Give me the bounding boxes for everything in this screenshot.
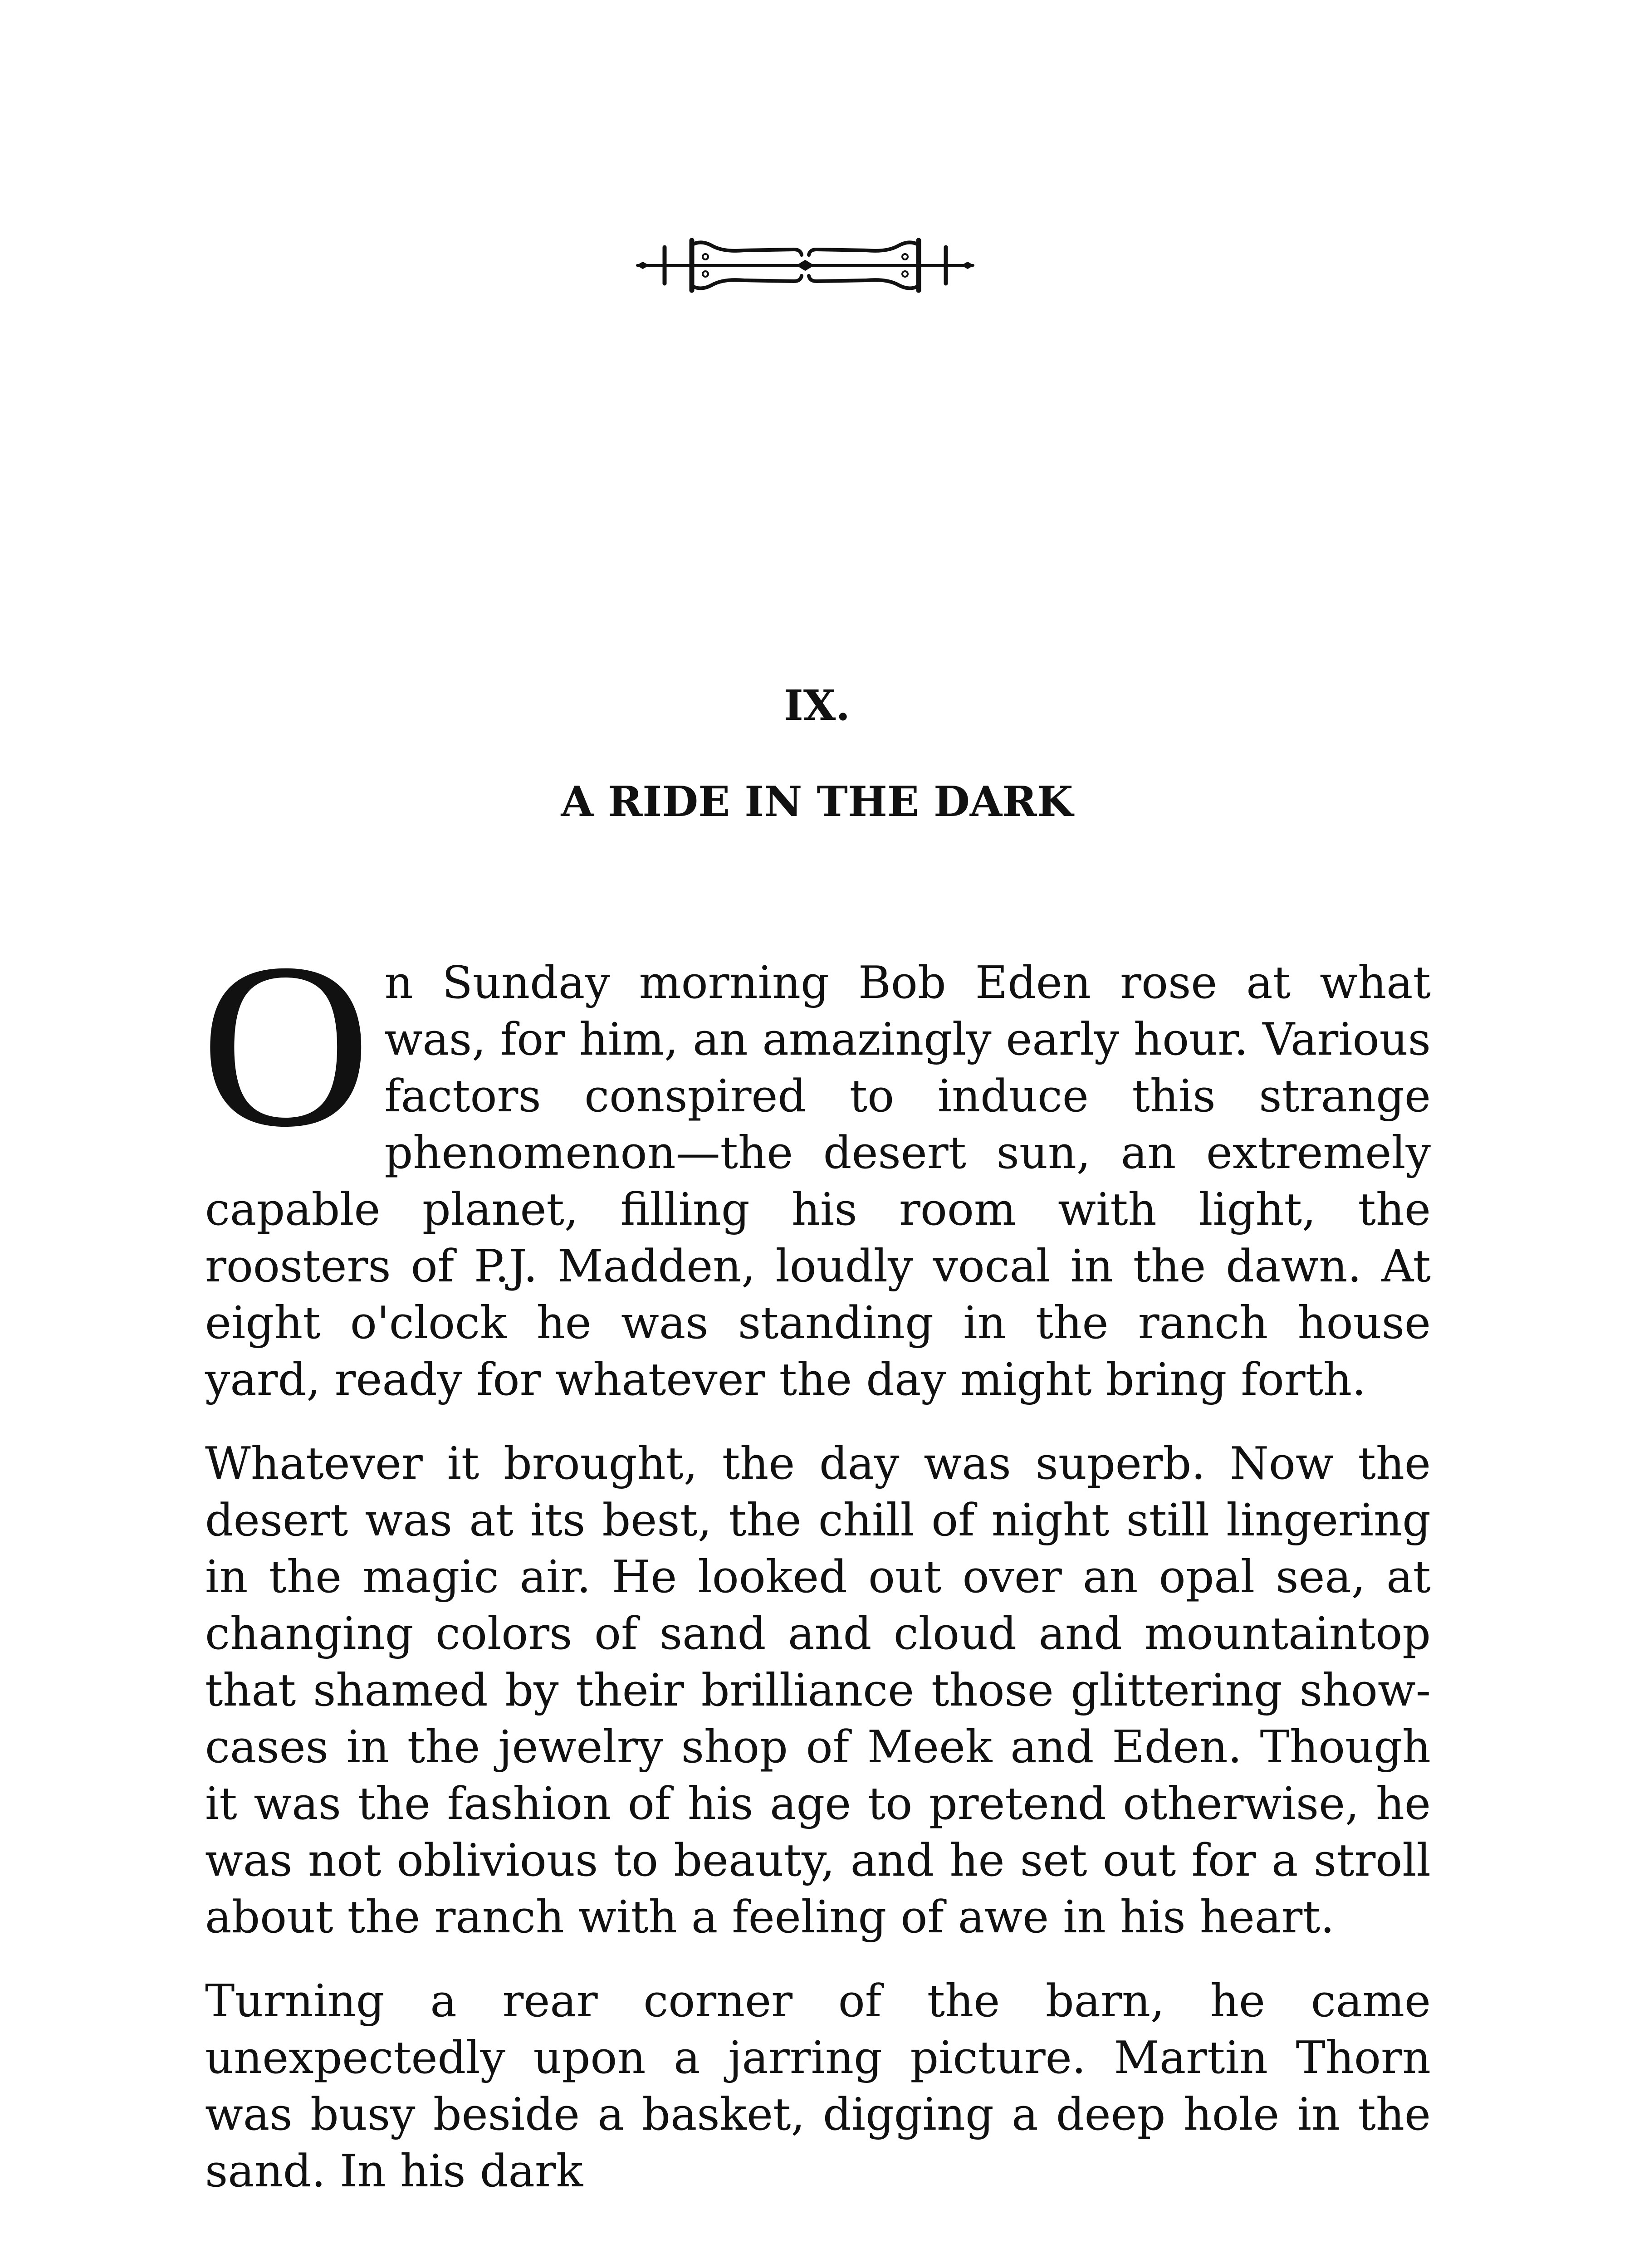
chapter-number: IX.	[783, 681, 851, 730]
chapter-body	[201, 915, 1431, 2227]
paragraph-3: Turning a rear corner of the barn, he came unexpectedly upon a jarring picture. Martin Thorn was busy beside a basket, digging a deep hole in the sand. In his dark	[205, 1975, 1431, 2197]
chapter-title: A RIDE IN THE DARK	[561, 777, 1073, 826]
paragraph-1-text: n Sunday morning Bob Eden rose at what was, for him, an amazingly early hour. Various factors conspired to induce this strange phenomenon—the desert sun, an extremely capable planet, filling his room with light, the roosters of P.J. Madden, loudly vocal in the dawn. At eight o'clock he was standing in the ranch house yard, ready for whatever the day might bring forth.	[205, 957, 1431, 1406]
paragraph-2: Whatever it brought, the day was superb. Now the desert was at its best, the chill of night still lingering in the magic air. He looked out over an opal sea, at changing colors of sand and cloud and mountaintop that shamed by their brilliance those glittering show-cases in the jewelry shop of Meek and Eden. Though it was the fashion of his age to pretend otherwise, he was not oblivious to beauty, and he set out for a stroll about the ranch with a feeling of awe in his heart.	[205, 1438, 1431, 1943]
paragraph-1	[201, 915, 1431, 1408]
drop-cap: O	[201, 915, 371, 1176]
ornament-divider	[633, 227, 978, 304]
